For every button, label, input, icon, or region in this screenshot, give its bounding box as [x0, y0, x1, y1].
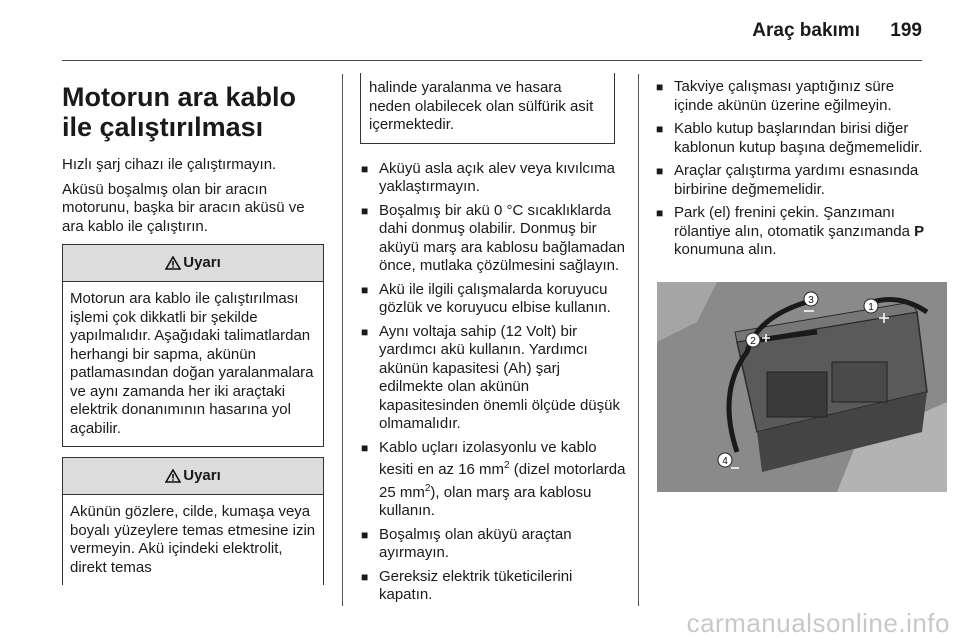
column-3	[656, 74, 926, 265]
warning-box-1	[62, 244, 324, 447]
warning-text: Motorun ara kablo ile çalıştırılması işlemi çok dikkatli bir şekilde yapılmalıdır. Aşağıdaki talimatlardan herhangi bir sapma, akünün patlamasından doğan yaralanmalara ve aynı zamanda her iki araçtaki elektrik donanımının hasarına yol açabilir.	[70, 290, 314, 437]
warning-triangle-icon	[165, 469, 181, 483]
svg-text:1: 1	[868, 302, 874, 313]
header-title: Araç bakımı	[752, 20, 860, 41]
intro-paragraph-2: Aküsü boşalmış olan bir aracın motorunu, başka bir aracın aküsü ve ara kablo ile çalıştırın.	[62, 180, 305, 235]
svg-text:4: 4	[722, 456, 728, 467]
section-heading: Motorun ara kablo ile çalıştırılması	[62, 82, 297, 142]
bullet-item: ■ Park (el) frenini çekin. Şanzımanı rölantiye alın, otomatik şanzımanda P konumuna alın.	[656, 204, 926, 260]
bullet-item: ■ Kablo uçları izolasyonlu ve kablo kesiti en az 16 $mm^2$ (dizel motorlarda 25 $mm^2$), olan marş ara kablosu kullanın.	[361, 439, 628, 521]
bullet-item: ■ Akü ile ilgili çalışmalarda koruyucu gözlük ve koruyucu elbise kullanın.	[361, 281, 628, 318]
warning-triangle-icon	[165, 256, 181, 270]
page-number: 199	[890, 20, 922, 41]
warning-box-2	[62, 457, 324, 585]
bullet-list-3	[656, 78, 926, 260]
bullet-item: ■ Boşalmış bir akü 0 °C sıcaklıklarda dahi donmuş olabilir. Donmuş bir aküyü marş ara kablosu bağlamadan önce, mutlaka çözülmesini sağlayın.	[361, 202, 628, 276]
warning-continuation: halinde yaralanma ve hasara neden olabilecek olan sülfürik asit içermektedir.	[360, 73, 615, 144]
warning-title: Uyarı	[183, 466, 221, 484]
warning-text: Akünün gözlere, cilde, kumaşa veya boyalı yüzeylere temas etmesine izin vermeyin. Akü içindeki elektrolit, direkt temas	[70, 503, 316, 576]
column-divider-2	[638, 74, 639, 606]
bullet-list-2	[361, 160, 628, 605]
bullet-item: ■ Boşalmış olan aküyü araçtan ayırmayın.	[361, 526, 628, 563]
intro-paragraph-1: Hızlı şarj cihazı ile çalıştırmayın.	[62, 156, 277, 173]
engine-bay-illustration	[657, 282, 947, 492]
battery-jumpstart-figure	[657, 282, 947, 492]
column-2	[343, 74, 628, 610]
bullet-item: ■ Takviye çalışması yaptığınız süre içinde akünün üzerine eğilmeyin.	[656, 78, 926, 115]
bullet-item: ■ Aküyü asla açık alev veya kıvılcıma yaklaştırmayın.	[361, 160, 628, 197]
warning-title: Uyarı	[183, 253, 221, 271]
header-rule	[62, 60, 922, 61]
svg-text:3: 3	[808, 295, 814, 306]
figure-label-4	[718, 453, 732, 467]
bullet-item: ■ Gereksiz elektrik tüketicilerini kapatın.	[361, 568, 628, 605]
column-1	[62, 74, 324, 585]
bullet-item: ■ Araçlar çalıştırma yardımı esnasında birbirine değmemelidir.	[656, 162, 926, 199]
warning-box-header	[63, 245, 323, 282]
figure-label-3	[804, 292, 818, 306]
figure-label-1	[864, 299, 878, 313]
bullet-item: ■ Kablo kutup başlarından birisi diğer kablonun kutup başına değmemelidir.	[656, 120, 926, 157]
svg-text:2: 2	[750, 336, 756, 347]
bullet-item: ■ Aynı voltaja sahip (12 Volt) bir yardımcı akü kullanın. Yardımcı akünün kapasitesi (Ah) şarj edilmekte olan akünün kapasitesinden önemli ölçüde düşük olmamalıdır.	[361, 323, 628, 434]
warning-box-header	[63, 458, 323, 495]
figure-label-2	[746, 333, 760, 347]
watermark: carmanualsonline.info	[686, 608, 950, 638]
